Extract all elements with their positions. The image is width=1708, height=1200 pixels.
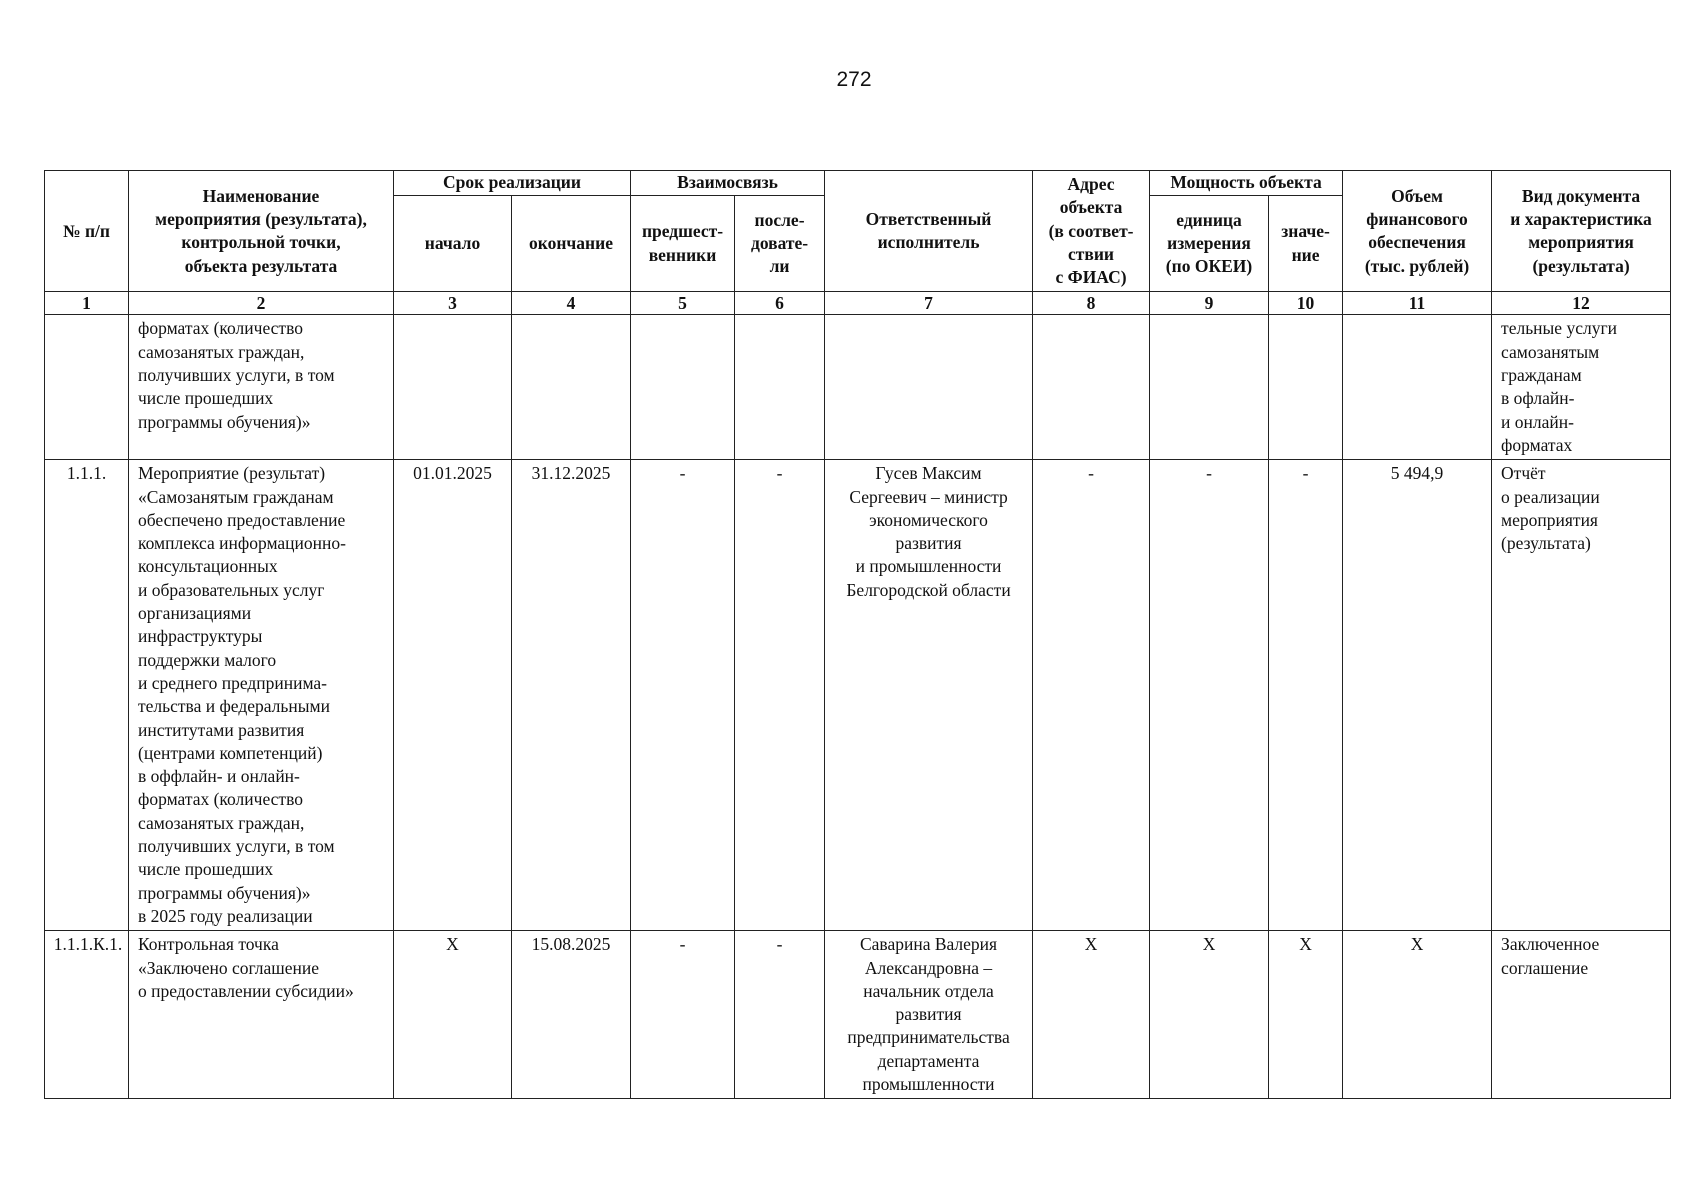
header-name: Наименование мероприятия (результата), контрольной точки, объекта результата bbox=[129, 171, 394, 292]
cell-doc: Заключенное соглашение bbox=[1492, 931, 1671, 1099]
cell-responsible bbox=[825, 315, 1033, 460]
column-numbers-row bbox=[45, 292, 1671, 315]
table-row-checkpoint bbox=[45, 931, 1671, 1099]
cell-name: Мероприятие (результат) «Самозанятым гражданам обеспечено предоставление комплекса информационно- консультационных и образовательных услуг организациями инфраструктуры поддержки малого и среднего предпринима- тельства и федеральными институтами развития (центрами компетенций) в оффлайн- и онлайн- форматах (количество самозанятых граждан, получивших услуги, в том числе прошедших программы обучения)» в 2025 году реализации bbox=[129, 460, 394, 931]
cell-address: - bbox=[1033, 460, 1150, 931]
header-row-group bbox=[45, 171, 1671, 196]
column-number: 1 bbox=[45, 292, 129, 315]
cell-end: 31.12.2025 bbox=[512, 460, 631, 931]
cell-prev bbox=[631, 315, 735, 460]
cell-num bbox=[45, 315, 129, 460]
column-number: 6 bbox=[735, 292, 825, 315]
column-number: 2 bbox=[129, 292, 394, 315]
column-number: 12 bbox=[1492, 292, 1671, 315]
column-number: 11 bbox=[1343, 292, 1492, 315]
header-period-end: окончание bbox=[512, 196, 631, 292]
cell-unit: X bbox=[1150, 931, 1269, 1099]
header-capacity-value: значе- ние bbox=[1269, 196, 1343, 292]
cell-name: форматах (количество самозанятых граждан, получивших услуги, в том числе прошедших программы обучения)» bbox=[129, 315, 394, 460]
table-header bbox=[45, 171, 1671, 315]
header-address: Адрес объекта (в соответ- ствии с ФИАС) bbox=[1033, 171, 1150, 292]
cell-prev: - bbox=[631, 460, 735, 931]
header-period: Срок реализации bbox=[394, 171, 631, 196]
column-number: 3 bbox=[394, 292, 512, 315]
cell-next: - bbox=[735, 460, 825, 931]
column-number: 8 bbox=[1033, 292, 1150, 315]
cell-value: X bbox=[1269, 931, 1343, 1099]
cell-responsible: Саварина Валерия Александровна – начальник отдела развития предпринимательства департамента промышленности bbox=[825, 931, 1033, 1099]
header-relation-next: после- довате- ли bbox=[735, 196, 825, 292]
table-body bbox=[45, 315, 1671, 1099]
header-period-start: начало bbox=[394, 196, 512, 292]
cell-num: 1.1.1. bbox=[45, 460, 129, 931]
header-relation: Взаимосвязь bbox=[631, 171, 825, 196]
cell-start: 01.01.2025 bbox=[394, 460, 512, 931]
column-number: 10 bbox=[1269, 292, 1343, 315]
header-num: № п/п bbox=[45, 171, 129, 292]
cell-value: - bbox=[1269, 460, 1343, 931]
cell-end: 15.08.2025 bbox=[512, 931, 631, 1099]
cell-unit: - bbox=[1150, 460, 1269, 931]
cell-doc: тельные услуги самозанятым гражданам в офлайн- и онлайн- форматах bbox=[1492, 315, 1671, 460]
cell-responsible: Гусев Максим Сергеевич – министр экономического развития и промышленности Белгородской области bbox=[825, 460, 1033, 931]
cell-finance: X bbox=[1343, 931, 1492, 1099]
cell-prev: - bbox=[631, 931, 735, 1099]
column-number: 4 bbox=[512, 292, 631, 315]
cell-unit bbox=[1150, 315, 1269, 460]
column-number: 5 bbox=[631, 292, 735, 315]
cell-finance: 5 494,9 bbox=[1343, 460, 1492, 931]
table-row-measure bbox=[45, 460, 1671, 931]
page-number: 272 bbox=[836, 68, 872, 91]
header-capacity: Мощность объекта bbox=[1150, 171, 1343, 196]
cell-start: X bbox=[394, 931, 512, 1099]
header-finance: Объем финансового обеспечения (тыс. рублей) bbox=[1343, 171, 1492, 292]
column-number: 9 bbox=[1150, 292, 1269, 315]
cell-finance bbox=[1343, 315, 1492, 460]
cell-address: X bbox=[1033, 931, 1150, 1099]
cell-address bbox=[1033, 315, 1150, 460]
cell-name: Контрольная точка «Заключено соглашение о предоставлении субсидии» bbox=[129, 931, 394, 1099]
header-relation-prev: предшест- венники bbox=[631, 196, 735, 292]
table-row-continuation bbox=[45, 315, 1671, 460]
cell-value bbox=[1269, 315, 1343, 460]
cell-doc: Отчёт о реализации мероприятия (результата) bbox=[1492, 460, 1671, 931]
column-number: 7 bbox=[825, 292, 1033, 315]
cell-num: 1.1.1.К.1. bbox=[45, 931, 129, 1099]
cell-next bbox=[735, 315, 825, 460]
cell-end bbox=[512, 315, 631, 460]
cell-next: - bbox=[735, 931, 825, 1099]
header-responsible: Ответственный исполнитель bbox=[825, 171, 1033, 292]
plan-table bbox=[44, 170, 1671, 1099]
header-capacity-unit: единица измерения (по ОКЕИ) bbox=[1150, 196, 1269, 292]
header-doc-type: Вид документа и характеристика мероприятия (результата) bbox=[1492, 171, 1671, 292]
cell-start bbox=[394, 315, 512, 460]
